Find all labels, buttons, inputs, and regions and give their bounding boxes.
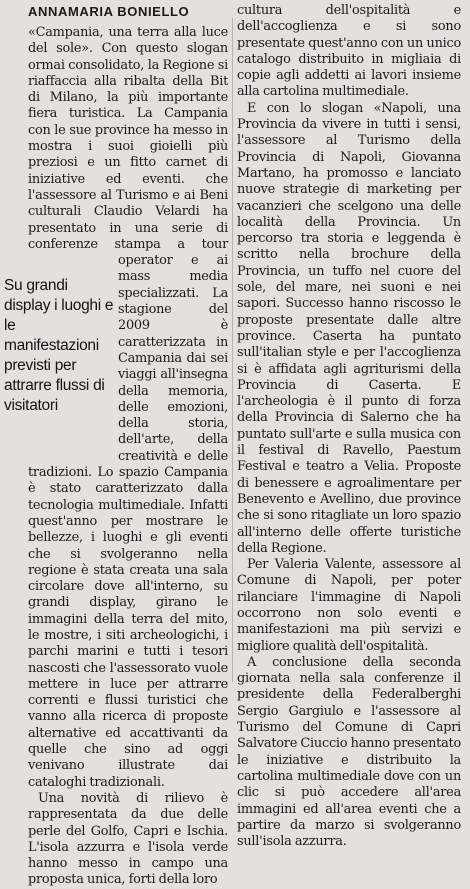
paragraph-valente: Per Valeria Valente, assessore al Comune di Napoli, per poter rilanciare l'immagine di Napoli occorrono non solo eventi e manifestazioni ma più servizi e migliore qualità dell'ospitalità. [237,557,461,654]
paragraph-napoli-provincia: E con lo slogan «Napoli, una Provincia da vivere in tutti i sensi, l'assessore al Turismo della Provincia di Napoli, Giovanna Martano, ha promosso e lanciato nuove strategie di marketing per vacanzieri che scelgono una delle località della Provincia. Un percorso tra storia e leggenda è scritto nella brochure della Provincia, un tuffo nel cuore del sole, del mare, nei suoni e nei sapori. Successo hanno riscosso le proposte presentate dalle altre province. Caserta ha puntato sull'italian style e per l'accoglienza si è affidata agli agriturismi della Provincia di Caserta. E l'archeologia è il punto di forza della Provincia di Salerno che ha puntato sull'arte e sulla musica con il festival di Ravello, Paestum Festival e teatro a Velia. Proposte di benessere e agroalimentare per Benevento e Avellino, due province che si sono ritagliate un loro spazio all'interno delle offerte turistiche della Regione. [237,100,461,556]
pull-quote: Su grandi display i luoghi e le manifestazioni previsti per attrarre flussi di visitatori [4,277,114,414]
paragraph-intro: «Campania, una terra alla luce del sole». Con questo slogan ormai consolidato, la Regione si riaffaccia alla ribalta della Bit di Milano, la più importante fiera turistica. La Campania con le sue province ha messo in mostra i suoi gioielli più preziosi e un fitto carnet di iniziative ed eventi. che l'assessore al Turismo e ai Beni culturali Claudio Velardi ha presentato in una serie di conferenze stampa a tour operator e ai mass media specializzati. La stagione del 2009 è caratterizzata in Campania dai sei viaggi all'insegna della memoria, delle emozioni, della storia, dell'arte, della creatività e delle tradizioni. Lo spazio Campania è stato caratterizzato dalla tecnologia multimediale. Infatti quest'anno per mostrare le bellezze, i luoghi e gli eventi che si svolgeranno nella regione è stata creata una sala circolare dove all'interno, su grandi display, girano le immagini della terra del mito, le mostre, i siti archeologichi, i parchi marini e tutti i tesori nascosti che l'assessorato vuole mettere in luce per attrarre correnti e flussi turistici che vanno alla ricerca di proposte alternative ed accattivanti da quelle che sino ad oggi venivano illustrate dai cataloghi tradizionali. [28,25,228,790]
author-byline: ANNAMARIA BONIELLO [28,4,190,19]
article-column-right [237,3,461,850]
paragraph-capri-ischia: Una novità di rilievo è rappresentata da due delle perle del Golfo, Capri e Ischia. L'isola azzurra e l'isola verde hanno messo in campo una proposta unica, forti della loro [28,790,228,888]
paragraph-continuation: cultura dell'ospitalità e dell'accoglienza e si sono presentate quest'anno con un unico catalogo distribuito in migliaia di copie agli addetti ai lavori insieme alla cartolina multimediale. [237,3,461,100]
paragraph-conclusione: A conclusione della seconda giornata nella sala conferenze il presidente della Federalberghi Sergio Gargiulo e l'assessore al Turismo del Comune di Capri Salvatore Ciuccio hanno presentato le iniziative e distribuito la cartolina multimediale dove con un clic si può accedere all'area immagini ed all'area eventi che a partire da marzo si svolgeranno sull'isola azzurra. [237,654,461,850]
column-divider [232,18,233,682]
